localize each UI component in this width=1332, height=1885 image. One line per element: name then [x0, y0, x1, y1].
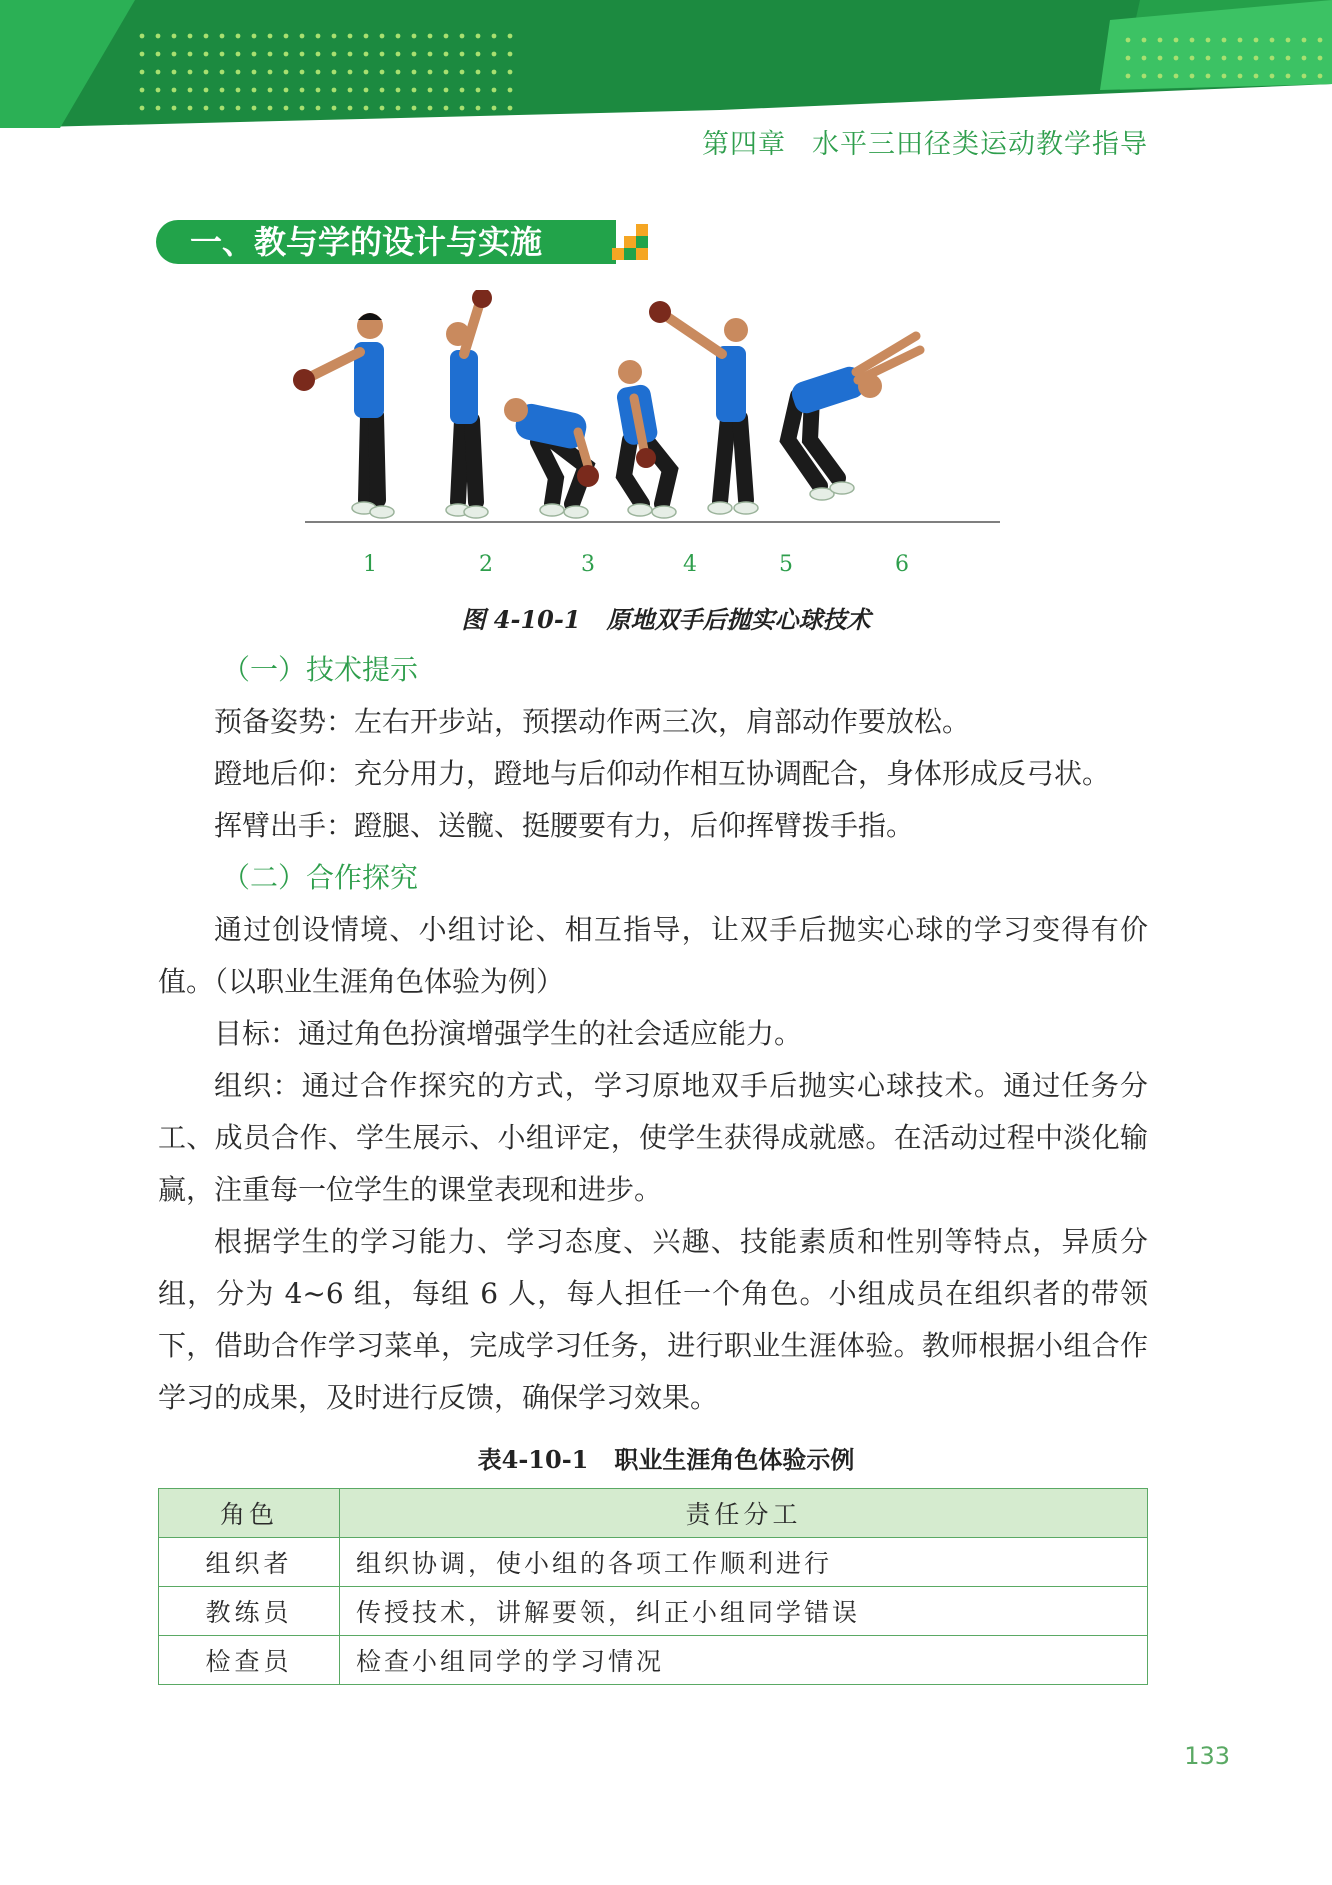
duty-cell: 传授技术，讲解要领，纠正小组同学错误	[340, 1587, 1148, 1636]
figure-caption-number: 图 4-10-1	[461, 605, 581, 634]
table-caption-text: 职业生涯角色体验示例	[614, 1445, 855, 1474]
role-cell: 检查员	[159, 1636, 340, 1685]
figure-step-label: 1	[363, 552, 377, 577]
chapter-title	[702, 122, 1148, 161]
table-header-row	[159, 1489, 1148, 1538]
figure-caption-text: 原地双手后抛实心球技术	[606, 605, 871, 634]
athlete-pose-6	[788, 336, 920, 500]
chapter-name: 水平三田径类运动教学指导	[812, 129, 1148, 160]
athlete-pose-3	[504, 398, 599, 518]
table-caption	[0, 1440, 1332, 1475]
tip-paragraph: 蹬地后仰：充分用力，蹬地与后仰动作相互协调配合，身体形成反弓状。	[214, 757, 1111, 790]
role-cell: 教练员	[159, 1587, 340, 1636]
header-banner	[0, 0, 1332, 140]
tip-paragraph: 挥臂出手：蹬腿、送髋、挺腰要有力，后仰挥臂拨手指。	[214, 809, 915, 842]
throw-technique-figure	[290, 290, 1015, 590]
table-row	[159, 1636, 1148, 1685]
tip-paragraph: 预备姿势：左右开步站，预摆动作两三次，肩部动作要放松。	[214, 705, 971, 738]
section-title: 一、教与学的设计与实施	[190, 223, 543, 261]
column-header-role: 角色	[159, 1489, 340, 1538]
figure-step-label: 2	[479, 552, 493, 577]
cooperation-paragraph: 组织：通过合作探究的方式，学习原地双手后抛实心球技术。通过任务分工、成员合作、学生展示、小组评定，使学生获得成就感。在活动过程中淡化输赢，注重每一位学生的课堂表现和进步。	[158, 1069, 1148, 1206]
athlete-pose-2	[446, 290, 492, 518]
table-caption-number: 表4-10-1	[477, 1445, 589, 1474]
table-row	[159, 1587, 1148, 1636]
cooperation-paragraph: 目标：通过角色扮演增强学生的社会适应能力。	[214, 1017, 803, 1050]
cooperation-paragraph: 根据学生的学习能力、学习态度、兴趣、技能素质和性别等特点，异质分组，分为 4~6 组，每组 6 人，每人担任一个角色。小组成员在组织者的带领下，借助合作学习菜单，完成学习任务，进行职业生涯体验。教师根据小组合作学习的成果，及时进行反馈，确保学习效果。	[158, 1225, 1148, 1414]
figure-step-label: 3	[581, 552, 595, 577]
role-cell: 组织者	[159, 1538, 340, 1587]
figure-step-label: 5	[779, 552, 793, 577]
duty-cell: 组织协调，使小组的各项工作顺利进行	[340, 1538, 1148, 1587]
cooperation-body	[158, 904, 1148, 1424]
chapter-number: 第四章	[702, 129, 786, 160]
cooperation-paragraph: 通过创设情境、小组讨论、相互指导，让双手后抛实心球的学习变得有价值。（以职业生涯角色体验为例）	[158, 913, 1148, 998]
tips-heading: （一）技术提示	[222, 653, 419, 686]
athlete-pose-1	[293, 313, 394, 518]
tips-body	[158, 696, 1148, 852]
checker-decoration-icon	[612, 224, 648, 260]
athlete-pose-4	[615, 360, 676, 518]
figure-step-label: 4	[683, 552, 697, 577]
section-heading	[156, 220, 646, 264]
cooperation-heading: （二）合作探究	[222, 861, 419, 894]
career-roles-table	[158, 1488, 1148, 1685]
duty-cell: 检查小组同学的学习情况	[340, 1636, 1148, 1685]
page-number: 133	[1184, 1742, 1230, 1770]
column-header-duty: 责任分工	[340, 1489, 1148, 1538]
figure-caption	[0, 600, 1332, 635]
figure-step-label: 6	[895, 552, 909, 577]
table-row	[159, 1538, 1148, 1587]
